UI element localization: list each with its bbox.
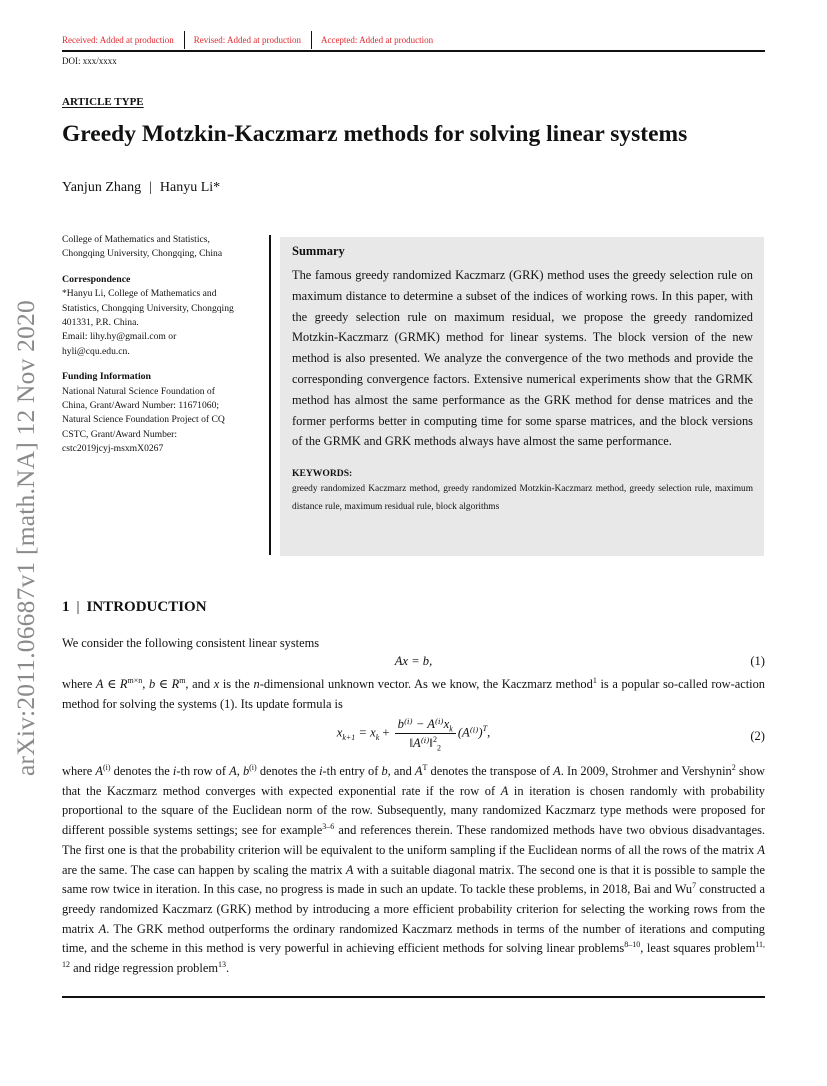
- superscript: m: [179, 675, 186, 685]
- equation-number: (1): [750, 654, 765, 668]
- author: Yanjun Zhang: [62, 180, 142, 195]
- math-variable: A: [229, 764, 237, 778]
- text-run: .: [225, 961, 230, 976]
- equation-subscript: k+1: [342, 732, 356, 742]
- funding-line: China, Grant/Award Number: 11671060;: [62, 400, 220, 412]
- superscript: m×n: [127, 675, 143, 685]
- math-variable: A: [500, 783, 509, 798]
- text-run: denotes the: [256, 764, 320, 778]
- equation-text: = x: [355, 725, 376, 740]
- funding-line: National Natural Science Foundation of: [62, 385, 215, 397]
- superscript: 7: [692, 881, 697, 891]
- revised-date: Revised: Added at production: [193, 35, 301, 45]
- text-run: constructed a greedy randomized Kaczmarz (GRK) method by introducing a more efficient probability criterion for selecting the working rows from the matrix: [62, 882, 765, 936]
- fraction-numerator: [395, 716, 456, 734]
- section-title: INTRODUCTION: [86, 599, 207, 615]
- text-run: . The GRK method outperforms the ordinary randomized Kaczmarz methods in terms of the number of iterations and computing time, and the scheme in this method is very powerful in achieving efficient methods for solving linear problems: [62, 921, 765, 956]
- equation-text: (A⁽ⁱ⁾): [457, 725, 483, 740]
- text-run: denotes the: [110, 764, 173, 778]
- equation-2-body: [62, 716, 765, 751]
- affiliation-line: College of Mathematics and Statistics,: [62, 234, 210, 245]
- text-run: and ridge regression problem: [70, 961, 218, 976]
- footer-rule: [62, 996, 765, 998]
- superscript: 8–10: [624, 940, 641, 950]
- author-separator: |: [149, 180, 152, 195]
- correspondence-line: Statistics, Chongqing University, Chongqing: [62, 302, 234, 314]
- intro-paragraph-3: [62, 762, 765, 979]
- equation-subscript: k: [375, 732, 380, 742]
- superscript: 11, 12: [62, 940, 765, 969]
- fraction: [395, 716, 456, 751]
- text-run: show that the Kaczmarz method converges with expected exponential rate if the row of: [62, 764, 765, 798]
- section-separator: |: [76, 599, 80, 615]
- math-variable: b: [242, 764, 250, 778]
- funding-heading: Funding Information: [62, 371, 152, 383]
- equation-superscript: T: [482, 724, 488, 734]
- math-variable: i: [319, 764, 323, 778]
- doi: DOI: xxx/xxxx: [62, 56, 117, 66]
- funding-line: cstc2019jcyj-msxmX0267: [62, 443, 164, 455]
- text-run: , and: [185, 677, 214, 691]
- math-variable: R: [119, 677, 128, 691]
- received-date: Received: Added at production: [62, 35, 174, 45]
- section-number: 1: [62, 599, 70, 615]
- math-variable: A: [757, 842, 765, 857]
- math-variable: b: [381, 764, 388, 778]
- equation-2: [62, 716, 765, 760]
- superscript: 2: [731, 762, 736, 772]
- summary-text: The famous greedy randomized Kaczmarz (GRK) method uses the greedy selection rule on maximum distance to determine a subset of the indices of working rows. In this paper, with the greedy selection rule on maximum residual, we propose the greedy randomized Motzkin-Kaczmarz (GRMK) method for linear systems. The block version of the new method is also presented. We analyze the convergence of the two methods and provide the corresponding convergence factors. Extensive numerical experiments show that the GRMK method has almost the same performance as the GRK method for dense matrices and the former performs better in computing time for some sparse matrices, and the block versions of the GRMK and GRK methods always have almost the same performance.: [292, 268, 753, 449]
- equation-superscript: 2: [432, 734, 437, 744]
- text-run: , least squares problem: [640, 941, 756, 956]
- arxiv-identifier[interactable]: arXiv:2011.06687v1 [math.NA] 12 Nov 2020: [11, 300, 40, 776]
- correspondence: [62, 287, 267, 359]
- text-run: -th row of: [176, 764, 230, 778]
- equation-text: b⁽ⁱ⁾ − A⁽ⁱ⁾x: [397, 717, 450, 731]
- text-run: . In 2009, Strohmer and Vershynin: [560, 764, 732, 778]
- text-run: ,: [236, 764, 243, 778]
- equation-subscript: k: [449, 724, 453, 734]
- summary-box: [280, 237, 764, 556]
- equation-number: (2): [750, 729, 765, 743]
- equation-text: ‖A⁽ⁱ⁾‖: [409, 736, 433, 750]
- funding-line: CSTC, Grant/Award Number:: [62, 428, 178, 440]
- text-run: where: [62, 764, 96, 778]
- divider: [184, 31, 185, 49]
- section-heading: [62, 599, 207, 616]
- math-variable: A: [98, 921, 107, 936]
- text-run: ∈: [155, 677, 172, 691]
- math-variable: b: [148, 677, 156, 691]
- paper-title: Greedy Motzkin-Kaczmarz methods for solving linear systems: [62, 121, 688, 147]
- text-run: ,: [142, 677, 149, 691]
- keywords-heading: KEYWORDS:: [292, 468, 353, 480]
- equation-subscript: 2: [436, 743, 441, 753]
- correspondence-line: 401331, P.R. China.: [62, 317, 139, 329]
- fraction-denominator: [409, 734, 440, 751]
- summary-heading: Summary: [292, 244, 345, 258]
- superscript: (i): [102, 762, 111, 772]
- math-variable: i: [172, 764, 177, 778]
- superscript: 1: [592, 675, 597, 685]
- accepted-date: Accepted: Added at production: [320, 35, 434, 45]
- author: Hanyu Li*: [159, 180, 221, 195]
- superscript: T: [422, 762, 428, 772]
- math-variable: n: [253, 677, 260, 691]
- publication-dates: [62, 35, 433, 49]
- text-run: denotes the transpose of: [427, 764, 554, 778]
- column-divider: [269, 235, 271, 555]
- equation-operator: +: [379, 725, 393, 740]
- intro-paragraph-2: [62, 675, 765, 714]
- text-run: and references therein. These randomized methods have two obvious disadvantages. The first one is that the probability criterion will be equivalent to the uniform sampling if the Euclidean norms of all the rows of the matrix: [62, 823, 765, 857]
- text-run: is the: [219, 677, 254, 691]
- text-run: -th entry of: [322, 764, 382, 778]
- text-run: ∈: [103, 677, 120, 691]
- text-run: are the same. The case can happen by scaling the matrix: [62, 862, 346, 877]
- equation-text: x: [336, 725, 343, 740]
- math-variable: x: [213, 677, 220, 691]
- math-variable: A: [414, 764, 423, 778]
- correspondence-heading: Correspondence: [62, 273, 131, 285]
- affiliation: [62, 233, 267, 262]
- intro-paragraph-1: We consider the following consistent linear systems: [62, 636, 320, 650]
- superscript: (i): [249, 762, 257, 772]
- math-variable: A: [345, 862, 354, 877]
- article-type: ARTICLE TYPE: [62, 96, 144, 108]
- text-run: with a suitable diagonal matrix. The second one is that it is possible to sample the same row twice in iteration. In this case, no progress is made in such an update. To tackle these problems, in 2018, Bai and Wu: [62, 862, 765, 897]
- equation-1-body: [62, 654, 765, 669]
- correspondence-line: *Hanyu Li, College of Mathematics and: [62, 288, 217, 300]
- math-variable: R: [171, 677, 180, 691]
- header-rule: [62, 50, 765, 52]
- funding: [62, 385, 267, 457]
- superscript: 13: [217, 959, 226, 969]
- math-variable: A: [95, 677, 104, 691]
- email-line[interactable]: hyli@cqu.edu.cn.: [62, 345, 130, 357]
- text-run: , and: [387, 764, 415, 778]
- email-line[interactable]: Email: lihy.hy@gmail.com or: [62, 331, 177, 343]
- text-run: -dimensional unknown vector. As we know, the Kaczmarz method: [259, 677, 593, 691]
- equation-text: Ax = b,: [394, 654, 433, 668]
- math-variable: A: [553, 764, 561, 778]
- text-run: is a popular so-called row-action method for solving the systems (1). Its update formula is: [62, 677, 765, 711]
- affiliation-line: Chongqing University, Chongqing, China: [62, 248, 223, 260]
- text-run: where: [62, 677, 96, 691]
- author-info-column: [62, 233, 267, 457]
- divider: [311, 31, 312, 49]
- superscript: 3–6: [322, 821, 335, 831]
- author-list: [62, 180, 220, 196]
- equation-text: ,: [487, 725, 491, 740]
- equation-1: [62, 654, 765, 674]
- funding-line: Natural Science Foundation Project of CQ: [62, 414, 225, 426]
- keywords: greedy randomized Kaczmarz method, greedy randomized Motzkin-Kaczmarz method, greedy selection rule, maximum distance rule, maximum residual rule, block algorithms: [292, 484, 753, 513]
- text-run: in iteration is chosen randomly with probability proportional to the square of the Euclidean norm of the row. Subsequently, many randomized Kaczmarz type methods were proposed for different possible systems settings; see for example: [62, 783, 766, 838]
- math-variable: A: [95, 764, 103, 778]
